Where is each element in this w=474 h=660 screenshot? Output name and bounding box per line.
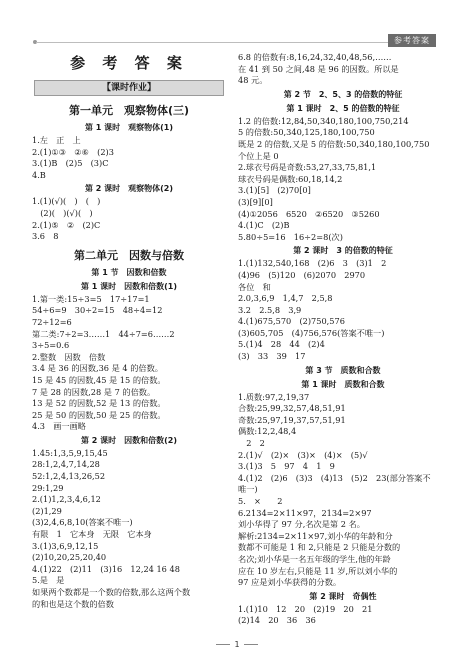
page-title: 参 考 答 案 [70, 54, 188, 72]
answer-line: 4.(1)675,570 (2)750,576 [238, 316, 345, 327]
answer-line: 2.0,3,6,9 1,4,7 2,5,8 [238, 293, 333, 304]
answer-line: 6.8 的倍数有:8,16,24,32,40,48,56,…… [238, 52, 392, 62]
answer-line: 2.整数 因数 倍数 [32, 351, 106, 362]
answer-line: 应在 10 岁左右,只能是 11 岁,所以刘小华的 [238, 565, 398, 576]
lesson-heading: 第 1 课时 质数和合数 [301, 379, 385, 389]
answer-block [238, 258, 448, 362]
answer-line: 3.(1)B (2)5 (3)C [32, 158, 109, 169]
answer-line: 52:1,2,4,13,26,52 [32, 471, 106, 482]
lesson-heading: 第 1 课时 2、5 的倍数的特征 [286, 103, 400, 113]
answer-line: 4.(1)22 (2)11 (3)16 12,24 16 48 [32, 563, 180, 574]
answer-line: 名次;刘小华是一名五年级的学生,他的年龄 [238, 553, 391, 564]
lesson-heading: 第 2 课时 3 的倍数的特征 [293, 246, 393, 256]
answer-line: 1.质数:97,2,19,37 [238, 391, 310, 402]
answer-line: 奇数:25,97,19,37,57,51,91 [238, 414, 346, 425]
answer-line: 唯一) [238, 484, 258, 495]
section-heading: 第 3 节 质数和合数 [305, 365, 381, 375]
answer-line: 28:1,2,4,7,14,28 [32, 459, 100, 470]
answer-line: 54÷6=9 30÷2=15 48÷4=12 [32, 305, 163, 316]
answer-line: 有限 1 它本身 无限 它本身 [32, 529, 152, 540]
answer-line: 1.(1)(√)( ) ( ) [32, 196, 101, 207]
answer-line: 2 2 [238, 438, 265, 449]
answer-line: 5 的倍数:50,340,125,180,100,750 [238, 127, 375, 138]
answer-line: 数都不可能是 1 和 2,只能是 2 只能是分数的 [238, 542, 401, 553]
answer-line: 3.4 是 36 的因数,36 是 4 的倍数。 [32, 363, 163, 374]
answer-line: 5.(1)4 28 44 (2)4 [238, 339, 325, 350]
answer-line: (2)1,29 [32, 505, 62, 516]
answer-block [32, 135, 226, 181]
answer-line: 2.球衣号码是奇数:53,27,33,75,81,1 [238, 162, 377, 173]
answer-line: 1.2 的倍数:12,84,50,340,180,100,750,214 [238, 115, 409, 126]
answer-line: 合数:25,99,32,57,48,51,91 [238, 403, 346, 414]
lesson-heading: 第 2 课时 因数和倍数(2) [80, 435, 177, 445]
header-badge: 参考答案 [388, 34, 436, 47]
answer-line: 在 41 到 50 之间,48 是 96 的因数。所以是 [238, 63, 399, 74]
answer-line: 5.80÷5=16 16÷2=8(次) [238, 231, 343, 242]
answer-line: (3)2,4,6,8,10(答案不唯一) [32, 517, 133, 528]
answer-line: (2)14 20 36 36 [238, 615, 316, 626]
answer-line: 4.(1)C (2)B [238, 220, 290, 231]
answer-line: 29:1,29 [32, 482, 64, 493]
answer-line: 3÷5=0.6 [32, 340, 70, 351]
answer-line: 15 是 45 的因数,45 是 15 的倍数。 [32, 374, 166, 385]
answer-line: (3)605,705 (4)756,576(答案不唯一) [238, 327, 385, 338]
answer-line: 2.(1)⑤ ② (2)C [32, 219, 101, 230]
answer-block [32, 294, 226, 433]
answer-line: 2.(1)1,2,3,4,6,12 [32, 494, 101, 505]
answer-line: 1.左 正 上 [32, 135, 81, 145]
answer-line: 97 应是刘小华获得的分数。 [238, 577, 342, 588]
footer-rule [216, 644, 230, 645]
section-tag: 【课时作业】 [34, 80, 224, 96]
answer-line: 3.(1)[5] (2)70[0] [238, 185, 311, 196]
answer-line: 4.B [32, 169, 46, 180]
lesson-heading: 第 2 课时 观察物体(2) [84, 184, 173, 194]
answer-line: 各位 和 [238, 281, 271, 292]
right-column [238, 52, 448, 627]
left-column [32, 52, 226, 610]
answer-line: 刘小华得了 97 分,名次是第 2 名。 [238, 519, 365, 530]
answer-line: 球衣号码是偶数:60,18,14,2 [238, 173, 343, 184]
answer-line: 3.6 8 [32, 231, 59, 242]
answer-line: 7 是 28 的因数,28 是 7 的倍数。 [32, 386, 156, 397]
answer-line: 6.2134=2×11×97，2134=2×97 [238, 507, 372, 518]
section-heading: 第 1 节 因数和倍数 [91, 267, 167, 277]
answer-line: 解析:2134=2×11×97,刘小华的年龄和分 [238, 530, 393, 541]
answer-line: 2.(1)√ (2)× (3)× (4)× (5)√ [238, 449, 368, 460]
answer-line: 如果两个数都是一个数的倍数,那么这两个数 [32, 587, 191, 597]
answer-line: (2)( )(√)( ) [32, 207, 93, 218]
answer-line: (4)①2056 6520 ②6520 ③5260 [238, 208, 380, 219]
answer-line: 3.2 2.5,8 3,9 [238, 304, 302, 315]
answer-line: 4.3 画一画略 [32, 421, 86, 432]
footer-rule [244, 644, 258, 645]
lesson-heading: 第 1 课时 观察物体(1) [84, 123, 173, 132]
answer-line: 1.(1)10 12 20 (2)19 20 21 [238, 603, 373, 614]
answer-line: 既是 2 的倍数,又是 5 的倍数:50,340,180,100,750 [238, 138, 430, 149]
answer-line: 72÷12=6 [32, 316, 72, 327]
answer-line: 48 元。 [238, 75, 268, 86]
answer-line: 个位上是 0 [238, 150, 279, 161]
answer-block [238, 52, 448, 87]
answer-block [238, 604, 448, 627]
answer-line: 3.(1)3 5 97 4 1 9 [238, 461, 335, 472]
answer-line: 2.(1)①③ ②⑥ (2)3 [32, 146, 114, 157]
answer-line: 的和也是这个数的倍数 [32, 598, 114, 609]
answer-line: 第二类:7÷2=3……1 44÷7=6……2 [32, 328, 175, 339]
unit-heading: 第二单元 因数与倍数 [74, 248, 184, 262]
answer-block [238, 392, 448, 589]
answer-line: 1.(1)132,540,168 (2)6 3 (3)1 2 [238, 258, 387, 269]
answer-line: 4.(1)2 (2)6 (3)3 (4)13 (5)2 23(部分答案不 [238, 472, 431, 483]
lesson-heading: 第 2 课时 奇偶性 [309, 591, 377, 601]
answer-block [32, 196, 226, 242]
answer-block [32, 448, 226, 610]
answer-line: (3)[9][0] [238, 196, 273, 207]
unit-heading: 第一单元 观察物体(三) [68, 104, 190, 117]
answer-line: (4)96 (5)120 (6)2070 2970 [238, 269, 366, 280]
answer-line: 5.是 是 [32, 575, 65, 586]
section-heading: 第 2 节 2、5、3 的倍数的特征 [283, 89, 403, 99]
answer-line: (2)10,20,25,20,40 [32, 552, 107, 563]
answer-line: 偶数:12,2,48,4 [238, 426, 297, 437]
answer-line: 13 是 52 的因数,52 是 13 的倍数。 [32, 398, 166, 409]
page-number: 1 [234, 640, 240, 649]
answer-block [238, 116, 448, 244]
lesson-heading: 第 1 课时 因数和倍数(1) [80, 281, 177, 291]
header-rule [36, 42, 429, 43]
answer-line: 1.45:1,3,5,9,15,45 [32, 447, 108, 458]
page-header [0, 0, 474, 44]
answer-line: 3.(1)3,6,9,12,15 [32, 540, 99, 551]
page-footer [0, 640, 474, 649]
answer-line: 5. × 2 [238, 496, 283, 506]
answer-line: 25 是 50 的因数,50 是 25 的倍数。 [32, 409, 166, 420]
answer-line: 1.第一类:15÷3=5 17÷17=1 [32, 293, 150, 304]
answer-line: (3) 33 39 17 [238, 351, 306, 362]
